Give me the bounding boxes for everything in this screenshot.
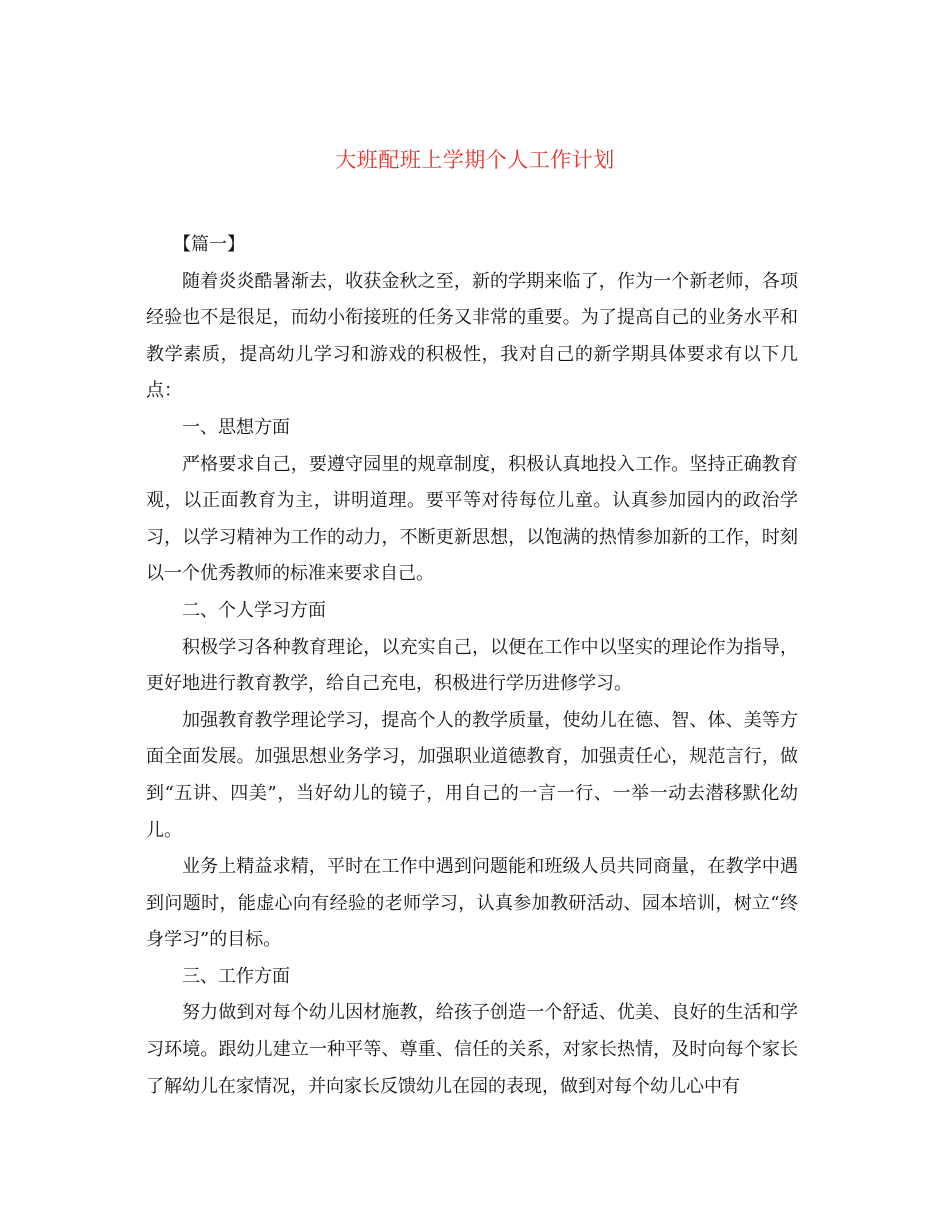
heading-personal-study: 二、个人学习方面 xyxy=(182,599,326,621)
document-body xyxy=(146,227,798,1105)
heading-work: 三、工作方面 xyxy=(182,965,290,987)
paragraph-work: 努力做到对每个幼儿因材施教，给孩子创造一个舒适、优美、良好的生活和学习环境。跟幼儿建立一种平等、尊重、信任的关系，对家长热情，及时向每个家长了解幼儿在家情况，并向家长反馈幼儿在园的表现，做到对每个幼儿心中有 xyxy=(146,1002,798,1097)
paragraph-thought: 严格要求自己，要遵守园里的规章制度，积极认真地投入工作。坚持正确教育观，以正面教育为主，讲明道理。要平等对待每位儿童。认真参加园内的政治学习，以学习精神为工作的动力，不断更新思想，以饱满的热情参加新的工作，时刻以一个优秀教师的标准来要求自己。 xyxy=(146,453,798,585)
document-title: 大班配班上学期个人工作计划 xyxy=(335,148,615,172)
section-label: 【篇一】 xyxy=(173,234,245,255)
paragraph-study-1: 积极学习各种教育理论，以充实自己，以便在工作中以坚实的理论作为指导，更好地进行教育教学，给自己充电，积极进行学历进修学习。 xyxy=(146,636,798,695)
paragraph-intro: 随着炎炎酷暑渐去，收获金秋之至，新的学期来临了，作为一个新老师，各项经验也不是很足，而幼小衔接班的任务又非常的重要。为了提高自己的业务水平和教学素质，提高幼儿学习和游戏的积极性，我对自己的新学期具体要求有以下几点： xyxy=(146,270,798,402)
heading-thought: 一、思想方面 xyxy=(182,416,290,438)
paragraph-study-3: 业务上精益求精，平时在工作中遇到问题能和班级人员共同商量，在教学中遇到问题时，能虚心向有经验的老师学习，认真参加教研活动、园本培训，树立“终身学习”的目标。 xyxy=(146,856,798,951)
paragraph-study-2: 加强教育教学理论学习，提高个人的教学质量，使幼儿在德、智、体、美等方面全面发展。加强思想业务学习，加强职业道德教育，加强责任心，规范言行，做到“五讲、四美”，当好幼儿的镜子，用自己的一言一行、一举一动去潜移默化幼儿。 xyxy=(146,709,798,841)
